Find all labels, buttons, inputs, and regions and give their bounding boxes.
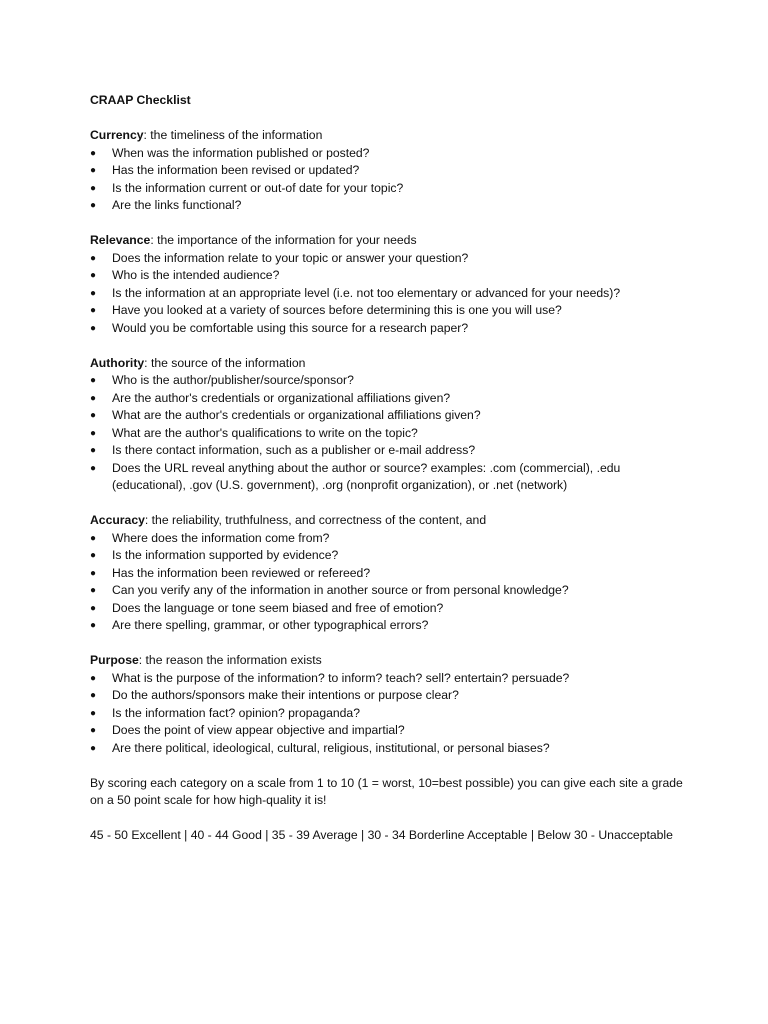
- section-term: Relevance: [90, 233, 151, 247]
- checklist-list: [90, 145, 690, 215]
- list-item-text: Has the information been revised or updated?: [112, 163, 360, 177]
- list-item: [90, 722, 690, 740]
- bullet-icon: ●: [90, 672, 97, 684]
- list-item: [90, 687, 690, 705]
- list-item: [90, 302, 690, 320]
- list-item: [90, 740, 690, 758]
- bullet-icon: ●: [90, 322, 97, 334]
- list-item: [90, 460, 690, 495]
- list-item-text: Where does the information come from?: [112, 530, 330, 545]
- list-item-text: Is the information current or out-of date for your topic?: [112, 180, 404, 195]
- document-page: [90, 92, 690, 862]
- list-item: [90, 285, 690, 303]
- list-item: [90, 372, 690, 390]
- bullet-icon: ●: [90, 550, 97, 561]
- list-item-text: Is the information fact? opinion? propaganda?: [112, 705, 360, 720]
- section-heading: [90, 512, 690, 530]
- section-description: : the reliability, truthfulness, and correctness of the content, and: [144, 513, 487, 527]
- list-item: [90, 320, 690, 338]
- section-relevance: [90, 232, 690, 337]
- list-item-text: Does the point of view appear objective and impartial?: [112, 723, 405, 737]
- bullet-icon: ●: [90, 270, 97, 281]
- list-item: [90, 250, 690, 268]
- checklist-list: [90, 372, 690, 495]
- list-item-text: Are the author's credentials or organizational affiliations given?: [112, 390, 451, 405]
- list-item: [90, 600, 690, 618]
- list-item: [90, 565, 690, 583]
- section-accuracy: [90, 512, 690, 635]
- bullet-icon: ●: [90, 620, 97, 631]
- bullet-icon: ●: [90, 690, 97, 701]
- section-authority: [90, 355, 690, 495]
- list-item-text: Do the authors/sponsors make their intentions or purpose clear?: [112, 688, 459, 702]
- bullet-icon: ●: [90, 567, 97, 579]
- bullet-icon: ●: [90, 427, 97, 439]
- bullet-icon: ●: [90, 287, 97, 299]
- bullet-icon: ●: [90, 375, 97, 386]
- bullet-icon: ●: [90, 585, 97, 596]
- bullet-icon: ●: [90, 147, 97, 159]
- list-item: [90, 547, 690, 565]
- list-item: [90, 582, 690, 600]
- list-item-text: Can you verify any of the information in another source or from personal knowledge?: [112, 583, 569, 597]
- list-item-text: Who is the author/publisher/source/sponsor?: [112, 373, 354, 387]
- list-item-text: Is the information at an appropriate level (i.e. not too elementary or advanced for your needs)?: [112, 285, 621, 300]
- document-title: CRAAP Checklist: [90, 93, 191, 107]
- bullet-icon: ●: [90, 445, 97, 456]
- bullet-icon: ●: [90, 532, 97, 544]
- list-item: [90, 267, 690, 285]
- section-heading: [90, 355, 690, 373]
- section-description: : the reason the information exists: [138, 653, 322, 667]
- section-term: Currency: [90, 128, 144, 142]
- bullet-icon: ●: [90, 165, 97, 176]
- bullet-icon: ●: [90, 602, 97, 614]
- list-item-text: Is the information supported by evidence?: [112, 548, 339, 562]
- list-item-text: Does the information relate to your topic or answer your question?: [112, 250, 469, 265]
- bullet-icon: ●: [90, 742, 97, 754]
- list-item: [90, 705, 690, 723]
- list-item: [90, 530, 690, 548]
- list-item-text: Are there political, ideological, cultural, religious, institutional, or personal biases?: [112, 740, 550, 755]
- bullet-icon: ●: [90, 410, 97, 421]
- list-item-text: What is the purpose of the information? to inform? teach? sell? entertain? persuade?: [112, 670, 570, 685]
- bullet-icon: ●: [90, 725, 97, 736]
- section-currency: [90, 127, 690, 215]
- bullet-icon: ●: [90, 707, 97, 719]
- list-item-text: Has the information been reviewed or refereed?: [112, 565, 371, 580]
- list-item-text: When was the information published or posted?: [112, 145, 370, 160]
- list-item: [90, 617, 690, 635]
- list-item-text: Are there spelling, grammar, or other typographical errors?: [112, 618, 429, 632]
- list-item-text: Would you be comfortable using this source for a research paper?: [112, 320, 469, 335]
- checklist-list: [90, 530, 690, 635]
- section-heading: [90, 232, 690, 250]
- list-item: [90, 425, 690, 443]
- list-item-text: Are the links functional?: [112, 198, 242, 212]
- section-purpose: [90, 652, 690, 757]
- list-item: [90, 162, 690, 180]
- list-item-text: Who is the intended audience?: [112, 268, 280, 282]
- list-item-text: Is there contact information, such as a publisher or e-mail address?: [112, 443, 476, 457]
- grade-scale-paragraph: 45 - 50 Excellent | 40 - 44 Good | 35 - 39 Average | 30 - 34 Borderline Acceptable | Below 30 - Unacceptable: [90, 828, 673, 842]
- section-description: : the importance of the information for your needs: [150, 233, 417, 247]
- section-heading: [90, 127, 690, 145]
- section-term: Authority: [90, 355, 145, 370]
- list-item-text: Does the language or tone seem biased and free of emotion?: [112, 600, 444, 615]
- list-item: [90, 407, 690, 425]
- checklist-sections: [90, 127, 690, 757]
- list-item: [90, 670, 690, 688]
- checklist-list: [90, 670, 690, 758]
- list-item: [90, 145, 690, 163]
- list-item: [90, 197, 690, 215]
- list-item-text: Have you looked at a variety of sources before determining this is one you will use?: [112, 303, 562, 317]
- scoring-paragraph: By scoring each category on a scale from 1 to 10 (1 = worst, 10=best possible) you can give each site a grade on a 50 point scale for how high-quality it is!: [90, 775, 683, 807]
- list-item-text: What are the author's qualifications to write on the topic?: [112, 425, 418, 440]
- bullet-icon: ●: [90, 182, 97, 194]
- section-heading: [90, 652, 690, 670]
- checklist-list: [90, 250, 690, 338]
- bullet-icon: ●: [90, 392, 97, 404]
- list-item: [90, 180, 690, 198]
- section-description: : the timeliness of the information: [143, 128, 323, 142]
- bullet-icon: ●: [90, 462, 97, 474]
- list-item: [90, 390, 690, 408]
- list-item: [90, 442, 690, 460]
- section-description: : the source of the information: [144, 355, 306, 370]
- list-item-text: Does the URL reveal anything about the author or source? examples: .com (commercial), .edu (educational), .gov (U.S. government), .org (nonprofit organization), or .net (network): [112, 460, 621, 492]
- section-term: Accuracy: [90, 513, 145, 527]
- bullet-icon: ●: [90, 200, 97, 211]
- list-item-text: What are the author's credentials or organizational affiliations given?: [112, 408, 481, 422]
- section-term: Purpose: [90, 653, 139, 667]
- bullet-icon: ●: [90, 252, 97, 264]
- bullet-icon: ●: [90, 305, 97, 316]
